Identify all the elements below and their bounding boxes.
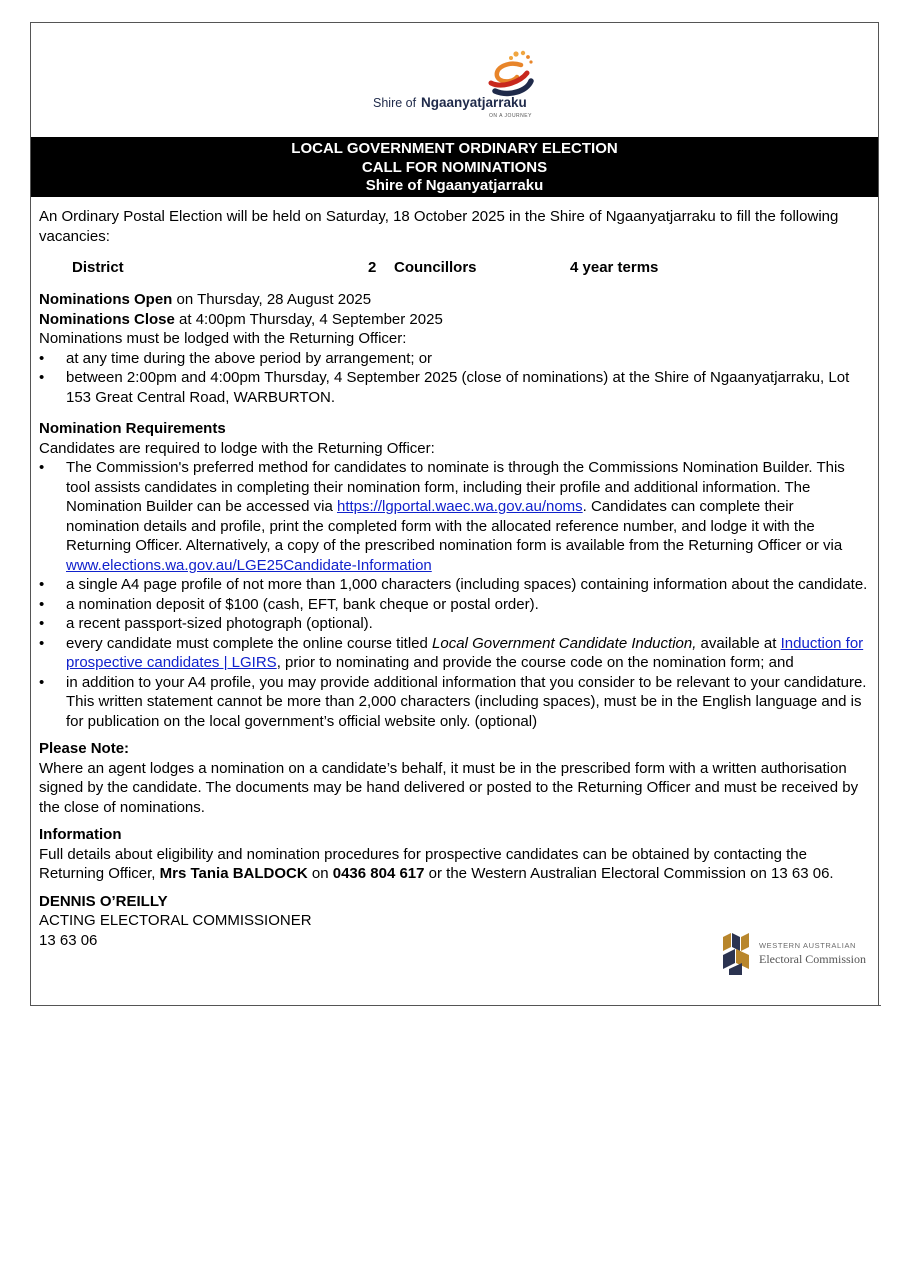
list-item: • in addition to your A4 profile, you may provide additional information that you consider to be relevant to your candidature. This written statement cannot be more than 2,000 characters (including spaces), must be in the English language and is for publication on the local government’s official website only. (optional) — [39, 673, 871, 732]
candidate-information-link[interactable]: www.elections.wa.gov.au/LGE25Candidate-Information — [66, 556, 432, 574]
nominations-open-label: Nominations Open — [39, 291, 173, 308]
course-title: Local Government Candidate Induction, — [432, 634, 697, 652]
waec-emblem-icon — [723, 933, 749, 975]
note-heading: Please Note: — [39, 740, 130, 757]
requirement-text: available at — [696, 634, 781, 652]
induction-link[interactable]: Induction for prospective candidates | LGIRS — [66, 634, 864, 671]
requirement-text: . Candidates can complete their nomination details and profile, print the completed form with the allocated reference number, and lodge it with the Returning Officer. Alternatively, a copy of the prescribed nomination form is available from the Returning Officer or via — [66, 498, 843, 554]
shire-name: Ngaanyatjarraku — [421, 95, 527, 110]
notice-body — [39, 207, 871, 950]
requirements-list — [39, 458, 871, 731]
information-heading: Information — [39, 826, 122, 843]
nomination-builder-link[interactable]: https://lgportal.waec.wa.gov.au/noms — [336, 498, 583, 515]
banner-subtitle: CALL FOR NOMINATIONS — [361, 158, 548, 176]
lodge-list — [39, 349, 871, 408]
election-notice — [30, 22, 879, 1006]
waec-logo — [723, 931, 868, 977]
logo-area — [31, 23, 878, 138]
vacancy-term: 4 year terms — [570, 259, 659, 276]
banner-title: LOCAL GOVERNMENT ORDINARY ELECTION — [291, 140, 618, 157]
requirements-heading: Nomination Requirements — [39, 420, 226, 437]
vacancy-row — [39, 254, 871, 290]
signatory-name: DENNIS O’REILLY — [39, 892, 168, 910]
banner-shire: Shire of Ngaanyatjarraku — [365, 177, 544, 194]
signatory-phone: 13 63 06 — [39, 931, 98, 949]
waec-logo-line2: Electoral Commission — [759, 952, 866, 966]
requirements-intro: Candidates are required to lodge with the Returning Officer: — [39, 439, 435, 457]
vacancy-district: District — [72, 259, 124, 276]
shire-prefix: Shire of — [373, 96, 417, 110]
list-item: • a recent passport-sized photograph (optional). — [39, 614, 871, 634]
requirement-text: every candidate must complete the online course titled — [66, 634, 433, 652]
journey-swirl-icon — [491, 64, 531, 94]
nominations-close — [39, 310, 871, 330]
list-item: • between 2:00pm and 4:00pm Thursday, 4 September 2025 (close of nominations) at the Shire of Ngaanyatjarraku, Lot 153 Great Central Road, WARBURTON. — [39, 368, 871, 407]
list-item: • at any time during the above period by arrangement; or — [39, 349, 871, 369]
vacancy-role: Councillors — [394, 259, 477, 276]
bottom-rule — [30, 1005, 881, 1006]
vacancy-count: 2 — [368, 259, 377, 276]
information-text: Full details about eligibility and nomination procedures for prospective candidates can be obtained by contacting the Returning Officer, Mrs Tania BALDOCK on 0436 804 617 or the Western Australian Electoral Commission on 13 63 06. — [39, 845, 834, 882]
nominations-open — [39, 290, 871, 310]
signatory-title: ACTING ELECTORAL COMMISSIONER — [39, 912, 312, 929]
requirement-text: , prior to nominating and provide the course code on the nomination form; and — [276, 654, 794, 671]
note-text: Where an agent lodges a nomination on a candidate’s behalf, it must be in the prescribed form with a written authorisation signed by the candidate. The documents may be hand delivered or posted to the Returning Officer and must be received by the close of nominations. — [39, 759, 859, 816]
list-item — [39, 458, 871, 575]
intro-paragraph: An Ordinary Postal Election will be held on Saturday, 18 October 2025 in the Shire of Ngaanyatjarraku to fill the following vacancies: — [39, 208, 839, 245]
list-item: • a nomination deposit of $100 (cash, EFT, bank cheque or postal order). — [39, 595, 871, 615]
list-item — [39, 634, 871, 673]
shire-logo — [371, 49, 571, 119]
list-item: • a single A4 page profile of not more than 1,000 characters (including spaces) containing information about the candidate. — [39, 575, 871, 595]
returning-officer-phone: 0436 804 617 — [332, 865, 425, 882]
returning-officer-name: Mrs Tania BALDOCK — [159, 865, 308, 882]
lodge-text: Nominations must be lodged with the Returning Officer: — [39, 330, 407, 347]
nominations-close-label: Nominations Close — [39, 310, 175, 328]
title-banner — [31, 137, 878, 197]
requirement-text: The Commission's preferred method for candidates to nominate is through the Commissions Nomination Builder. This tool assists candidates in completing their nomination form, including their profile and additional information. The Nomination Builder can be accessed via — [66, 459, 845, 515]
nominations-open-date: on Thursday, 28 August 2025 — [172, 291, 372, 308]
nominations-close-date: at 4:00pm Thursday, 4 September 2025 — [174, 310, 443, 328]
shire-tagline: ON A JOURNEY — [489, 113, 532, 119]
waec-logo-line1: WESTERN AUSTRALIAN — [759, 941, 857, 950]
